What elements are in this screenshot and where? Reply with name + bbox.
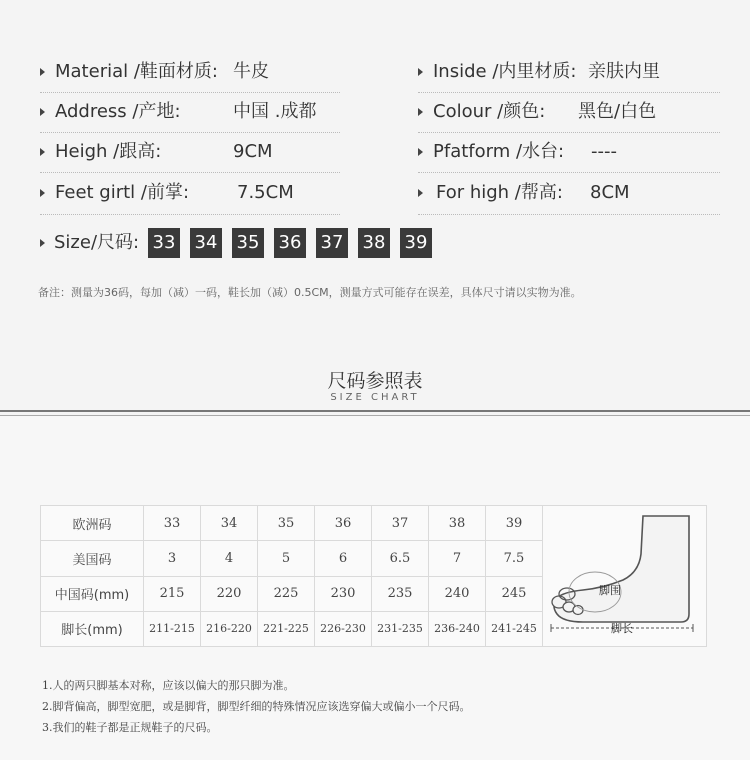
attr-value: 中国 .成都 bbox=[233, 101, 317, 122]
table-cell: 220 bbox=[201, 576, 258, 611]
attr-material bbox=[40, 57, 340, 87]
foot-diagram bbox=[543, 506, 707, 647]
divider bbox=[418, 214, 720, 215]
table-cell: 241-245 bbox=[486, 611, 543, 646]
foot-girth-label: 脚围 bbox=[599, 584, 621, 597]
table-cell: 39 bbox=[486, 506, 543, 541]
bullet-icon bbox=[40, 239, 45, 247]
table-cell: 211-215 bbox=[144, 611, 201, 646]
row-header: 脚长(mm) bbox=[41, 611, 144, 646]
size-option-39[interactable]: 39 bbox=[400, 228, 432, 258]
divider bbox=[418, 132, 720, 133]
attr-label: Colour /颜色: bbox=[433, 101, 546, 122]
foot-icon bbox=[543, 506, 706, 646]
row-header: 美国码 bbox=[41, 541, 144, 576]
attr-forefoot bbox=[40, 178, 340, 208]
divider bbox=[0, 410, 750, 412]
bullet-icon bbox=[40, 148, 45, 156]
list-item: 2.脚背偏高，脚型宽肥，或是脚背，脚型纤细的特殊情况应该选穿偏大或偏小一个尺码。 bbox=[42, 700, 471, 713]
attr-value: 7.5CM bbox=[237, 182, 294, 203]
attr-label: Address /产地: bbox=[55, 101, 181, 122]
size-chart-title: 尺码参照表 bbox=[327, 370, 423, 392]
bullet-icon bbox=[40, 68, 45, 76]
divider bbox=[40, 132, 340, 133]
attr-value: 9CM bbox=[233, 141, 273, 162]
row-header: 欧洲码 bbox=[41, 506, 144, 541]
attr-colour bbox=[418, 97, 718, 127]
table-cell: 231-235 bbox=[372, 611, 429, 646]
table-cell: 5 bbox=[258, 541, 315, 576]
bullet-icon bbox=[40, 189, 45, 197]
attr-value: 8CM bbox=[590, 182, 630, 203]
divider bbox=[40, 172, 340, 173]
attr-value: 牛皮 bbox=[233, 61, 269, 82]
row-header: 中国码(mm) bbox=[41, 576, 144, 611]
table-cell: 7 bbox=[429, 541, 486, 576]
divider bbox=[40, 92, 340, 93]
attr-label: Feet girtl /前掌: bbox=[55, 182, 190, 203]
attr-inside bbox=[418, 57, 718, 87]
attr-label: Material /鞋面材质: bbox=[55, 61, 218, 82]
size-chart-table bbox=[40, 505, 707, 647]
bullet-icon bbox=[418, 148, 423, 156]
table-cell: 235 bbox=[372, 576, 429, 611]
attr-heel-height bbox=[40, 137, 340, 167]
divider bbox=[40, 214, 340, 215]
table-cell: 230 bbox=[315, 576, 372, 611]
table-cell: 38 bbox=[429, 506, 486, 541]
list-item: 1.人的两只脚基本对称，应该以偏大的那只脚为准。 bbox=[42, 679, 295, 692]
size-label: Size/尺码: bbox=[54, 232, 140, 253]
table-cell: 37 bbox=[372, 506, 429, 541]
size-option-33[interactable]: 33 bbox=[148, 228, 180, 258]
table-cell: 226-230 bbox=[315, 611, 372, 646]
attr-value: 亲肤内里 bbox=[588, 61, 660, 82]
divider bbox=[0, 415, 750, 416]
divider bbox=[418, 172, 720, 173]
attr-label: Heigh /跟高: bbox=[55, 141, 162, 162]
fit-notes bbox=[42, 675, 471, 738]
size-option-38[interactable]: 38 bbox=[358, 228, 390, 258]
table-cell: 6.5 bbox=[372, 541, 429, 576]
size-option-36[interactable]: 36 bbox=[274, 228, 306, 258]
bullet-icon bbox=[418, 68, 423, 76]
size-option-35[interactable]: 35 bbox=[232, 228, 264, 258]
size-chart-subtitle: SIZE CHART bbox=[330, 392, 420, 403]
table-cell: 34 bbox=[201, 506, 258, 541]
table-cell: 221-225 bbox=[258, 611, 315, 646]
foot-length-label: 脚长 bbox=[611, 622, 633, 635]
attr-upper-height bbox=[418, 178, 718, 208]
bullet-icon bbox=[418, 189, 423, 197]
attr-label: Pfatform /水台: bbox=[433, 141, 565, 162]
attr-value: 黑色/白色 bbox=[578, 101, 657, 122]
table-cell: 36 bbox=[315, 506, 372, 541]
attr-address bbox=[40, 97, 340, 127]
list-item: 3.我们的鞋子都是正规鞋子的尺码。 bbox=[42, 721, 218, 734]
table-cell: 3 bbox=[144, 541, 201, 576]
divider bbox=[418, 92, 720, 93]
table-cell: 4 bbox=[201, 541, 258, 576]
attr-label: Inside /内里材质: bbox=[433, 61, 577, 82]
table-cell: 215 bbox=[144, 576, 201, 611]
table-cell: 7.5 bbox=[486, 541, 543, 576]
table-cell: 245 bbox=[486, 576, 543, 611]
bullet-icon bbox=[40, 108, 45, 116]
table-row bbox=[41, 506, 707, 541]
bullet-icon bbox=[418, 108, 423, 116]
table-cell: 240 bbox=[429, 576, 486, 611]
measurement-note: 备注：测量为36码，每加（减）一码，鞋长加（减）0.5CM，测量方式可能存在误差，具体尺寸请以实物为准。 bbox=[38, 286, 582, 299]
table-cell: 216-220 bbox=[201, 611, 258, 646]
size-option-37[interactable]: 37 bbox=[316, 228, 348, 258]
attr-platform bbox=[418, 137, 718, 167]
table-cell: 35 bbox=[258, 506, 315, 541]
attr-label: For high /帮高: bbox=[436, 182, 563, 203]
size-option-34[interactable]: 34 bbox=[190, 228, 222, 258]
table-cell: 6 bbox=[315, 541, 372, 576]
table-cell: 33 bbox=[144, 506, 201, 541]
table-cell: 236-240 bbox=[429, 611, 486, 646]
attr-value: ---- bbox=[591, 141, 617, 162]
table-cell: 225 bbox=[258, 576, 315, 611]
